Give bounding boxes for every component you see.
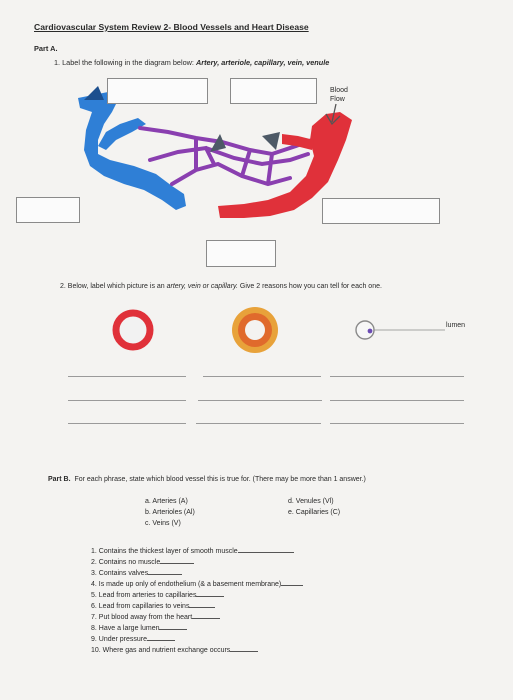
cross-section-vein <box>232 307 278 353</box>
answer-line[interactable] <box>68 423 186 424</box>
question-1-number: 1. <box>54 58 61 67</box>
answer-blank[interactable] <box>230 644 258 652</box>
answer-blank[interactable] <box>196 589 224 597</box>
label-box-top-middle[interactable] <box>230 78 317 104</box>
answer-blank[interactable] <box>189 600 215 608</box>
list-item: 1. Contains the thickest layer of smooth muscle <box>91 545 294 555</box>
list-item: 6. Lead from capillaries to veins <box>91 600 215 610</box>
blood-flow-label-line2: Flow <box>330 96 345 103</box>
list-item: 8. Have a large lumen <box>91 622 187 632</box>
capillary-arrow-shape <box>262 132 280 150</box>
lumen-label: lumen <box>446 322 466 329</box>
answer-blank[interactable] <box>238 545 294 553</box>
label-box-left[interactable] <box>16 197 80 223</box>
list-item: 3. Contains valves <box>91 567 182 577</box>
part-b-instruction: For each phrase, state which blood vessel this is true for. (There may be more than 1 answer.) <box>74 476 366 483</box>
part-b-label: Part B. <box>48 476 71 483</box>
cross-section-capillary <box>356 321 445 339</box>
option-arteries: a. Arteries (A) <box>145 498 188 505</box>
option-arterioles: b. Arterioles (Al) <box>145 509 195 516</box>
list-item: 10. Where gas and nutrient exchange occurs <box>91 644 258 654</box>
vein-arrow-shape <box>84 86 104 100</box>
label-box-bottom[interactable] <box>206 240 276 267</box>
answer-blank[interactable] <box>160 556 194 564</box>
answer-line[interactable] <box>330 423 464 424</box>
answer-line[interactable] <box>198 400 322 401</box>
option-venules: d. Venules (Vl) <box>288 498 334 505</box>
cross-section-artery <box>116 313 150 347</box>
answer-blank[interactable] <box>147 633 175 641</box>
answer-blank[interactable] <box>148 567 182 575</box>
blood-flow-label-line1: Blood <box>330 87 348 94</box>
list-item: 9. Under pressure <box>91 633 175 643</box>
list-item: 2. Contains no muscle <box>91 556 194 566</box>
answer-line[interactable] <box>330 400 464 401</box>
answer-line[interactable] <box>203 376 321 377</box>
answer-line[interactable] <box>68 400 186 401</box>
answer-blank[interactable] <box>281 578 303 586</box>
answer-blank[interactable] <box>159 622 187 630</box>
part-b-heading <box>48 476 366 483</box>
answer-line[interactable] <box>196 423 321 424</box>
vein-shape <box>78 92 186 210</box>
question-1-terms: Artery, arteriole, capillary, vein, venule <box>196 58 330 67</box>
answer-line[interactable] <box>68 376 186 377</box>
question-2 <box>60 283 382 290</box>
label-box-top-left[interactable] <box>107 78 208 104</box>
vein-branch-shape <box>98 118 146 150</box>
label-box-right[interactable] <box>322 198 440 224</box>
question-2-suffix: Give 2 reasons how you can tell for each one. <box>237 283 382 290</box>
question-1-prompt: Label the following in the diagram below: <box>62 58 194 67</box>
question-2-terms: artery, vein or capillary. <box>166 283 238 290</box>
question-2-prefix: 2. Below, label which picture is an <box>60 283 167 290</box>
capillary-arrow-left-shape <box>210 134 226 152</box>
answer-line[interactable] <box>330 376 464 377</box>
part-a-label: Part A. <box>34 44 58 53</box>
answer-blank[interactable] <box>192 611 220 619</box>
list-item: 7. Put blood away from the heart <box>91 611 220 621</box>
option-veins: c. Veins (V) <box>145 520 181 527</box>
list-item: 5. Lead from arteries to capillaries <box>91 589 224 599</box>
page-title: Cardiovascular System Review 2- Blood Vessels and Heart Disease <box>34 22 309 32</box>
list-item: 4. Is made up only of endothelium (& a basement membrane) <box>91 578 303 588</box>
option-capillaries: e. Capillaries (C) <box>288 509 341 516</box>
